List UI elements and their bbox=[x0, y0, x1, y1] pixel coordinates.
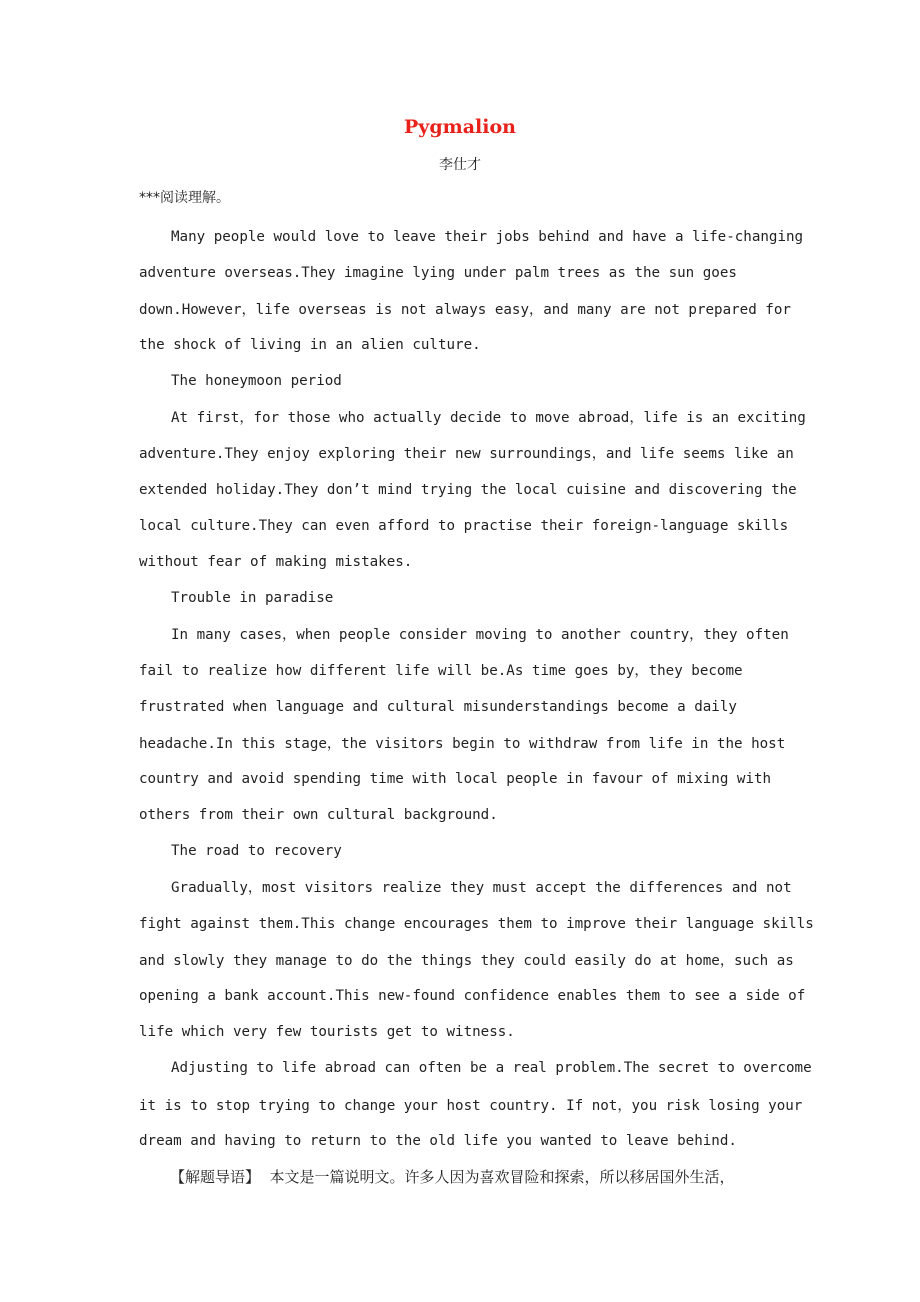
text-line: In many cases，when people consider moving to another country，they often bbox=[171, 627, 789, 643]
text-line: Many people would love to leave their jobs behind and have a life-changing bbox=[171, 229, 804, 245]
text-line: adventure overseas.They imagine lying under palm trees as the sun goes bbox=[139, 265, 737, 281]
section-label: ***阅读理解。 bbox=[139, 190, 230, 206]
text-line: headache.In this stage，the visitors begin to withdraw from life in the host bbox=[139, 736, 786, 752]
text-line: At first，for those who actually decide to move abroad，life is an exciting bbox=[171, 410, 806, 426]
text-line: local culture.They can even afford to practise their foreign-language skills bbox=[139, 518, 789, 534]
text-line: without fear of making mistakes. bbox=[139, 554, 413, 570]
text-line: life which very few tourists get to witness. bbox=[139, 1024, 515, 1040]
text-line: and slowly they manage to do the things they could easily do at home，such as bbox=[139, 953, 794, 969]
subheading: The road to recovery bbox=[171, 843, 342, 859]
subheading: The honeymoon period bbox=[171, 373, 342, 389]
author-name: 李仕才 bbox=[439, 157, 481, 173]
text-line: extended holiday.They don’t mind trying the local cuisine and discovering the bbox=[139, 482, 797, 498]
text-line: opening a bank account.This new-found confidence enables them to see a side of bbox=[139, 988, 806, 1004]
text-line: it is to stop trying to change your host country. If not，you risk losing your bbox=[139, 1098, 803, 1114]
text-line: frustrated when language and cultural misunderstandings become a daily bbox=[139, 699, 737, 715]
text-line: down.However，life overseas is not always easy，and many are not prepared for bbox=[139, 302, 791, 318]
document-title: Pygmalion bbox=[404, 116, 516, 138]
text-line: Gradually，most visitors realize they must accept the differences and not bbox=[171, 880, 792, 896]
text-line: adventure.They enjoy exploring their new surroundings，and life seems like an bbox=[139, 446, 794, 462]
text-line: country and avoid spending time with local people in favour of mixing with bbox=[139, 771, 772, 787]
text-line: the shock of living in an alien culture. bbox=[139, 337, 481, 353]
text-line: others from their own cultural background. bbox=[139, 807, 498, 823]
text-line: Adjusting to life abroad can often be a real problem.The secret to overcome bbox=[171, 1060, 812, 1076]
text-line: fight against them.This change encourages them to improve their language skills bbox=[139, 916, 814, 932]
text-line: fail to realize how different life will be.As time goes by，they become bbox=[139, 663, 743, 679]
text-line: dream and having to return to the old life you wanted to leave behind. bbox=[139, 1133, 737, 1149]
guide-line: 【解题导语】 本文是一篇说明文。许多人因为喜欢冒险和探索，所以移居国外生活， bbox=[170, 1168, 735, 1186]
subheading: Trouble in paradise bbox=[171, 590, 334, 606]
